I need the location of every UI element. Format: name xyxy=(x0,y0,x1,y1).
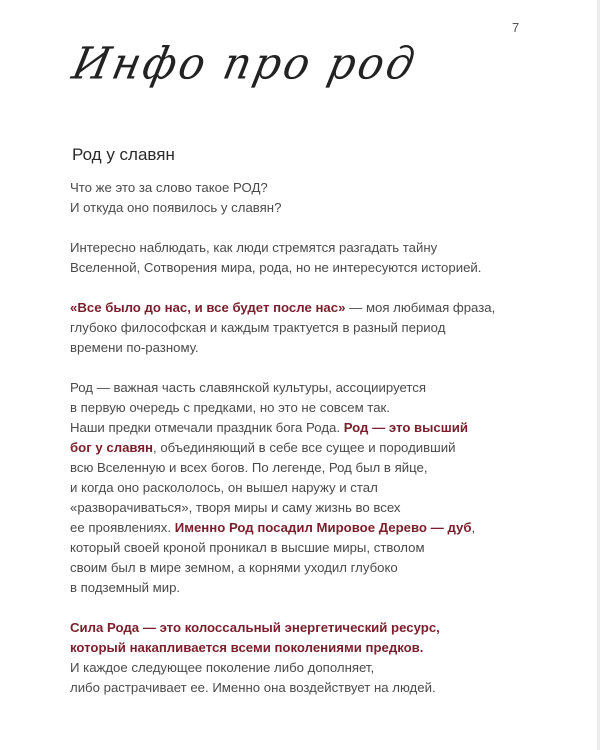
text-line: всю Вселенную и всех богов. По легенде, Род был в яйце, xyxy=(70,460,428,475)
text-fragment: ее проявлениях. xyxy=(70,520,175,535)
highlighted-text: Сила Рода — это колоссальный энергетический ресурс, xyxy=(70,620,440,635)
section-heading: Род у славян xyxy=(72,145,175,164)
paragraph-2 xyxy=(70,238,510,278)
highlighted-text: Род — это высший xyxy=(343,420,468,435)
text-line: в подземный мир. xyxy=(70,580,181,595)
text-fragment: — моя любимая фраза, xyxy=(345,300,496,315)
text-line: Что же это за слово такое РОД? xyxy=(70,180,268,195)
highlighted-quote: «Все было до нас, и все будет после нас» xyxy=(70,300,346,315)
page-title: Инфо про род xyxy=(68,37,423,89)
paragraph-1 xyxy=(70,178,510,218)
highlighted-text: который накапливается всеми поколениями предков. xyxy=(70,640,424,655)
text-line: времени по-разному. xyxy=(70,340,199,355)
text-line xyxy=(70,518,510,538)
text-line: в первую очередь с предками, но это не совсем так. xyxy=(70,400,390,415)
text-line: «разворачиваться», творя миры и саму жизнь во всех xyxy=(70,500,401,515)
text-fragment: Наши предки отмечали праздник бога Рода. xyxy=(70,420,344,435)
paragraph-3 xyxy=(70,298,510,358)
text-line: либо растрачивает ее. Именно она воздействует на людей. xyxy=(70,680,436,695)
paragraph-4 xyxy=(70,378,510,598)
paragraph-5 xyxy=(70,618,510,698)
text-line: Род — важная часть славянской культуры, ассоциируется xyxy=(70,380,427,395)
text-line: который своей кроной проникал в высшие миры, стволом xyxy=(70,540,425,555)
text-line xyxy=(70,438,510,458)
text-line: Вселенной, Сотворения мира, рода, но не интересуются историей. xyxy=(70,260,482,275)
text-line xyxy=(70,298,510,318)
highlighted-text: бог у славян xyxy=(70,440,153,455)
text-line: глубоко философская и каждым трактуется в разный период xyxy=(70,320,446,335)
text-line: своим был в мире земном, а корнями уходил глубоко xyxy=(70,560,398,575)
text-fragment: , xyxy=(471,520,476,535)
highlighted-text: Именно Род посадил Мировое Дерево — дуб xyxy=(174,520,472,535)
text-fragment: , объединяющий в себе все сущее и породивший xyxy=(153,440,456,455)
text-line: Интересно наблюдать, как люди стремятся разгадать тайну xyxy=(70,240,438,255)
text-line: И каждое следующее поколение либо дополняет, xyxy=(70,660,375,675)
page-number: 7 xyxy=(512,20,520,35)
text-line xyxy=(70,418,510,438)
text-line: и когда оно раскололось, он вышел наружу и стал xyxy=(70,480,378,495)
text-line: И откуда оно появилось у славян? xyxy=(70,200,282,215)
body-content xyxy=(70,178,510,718)
